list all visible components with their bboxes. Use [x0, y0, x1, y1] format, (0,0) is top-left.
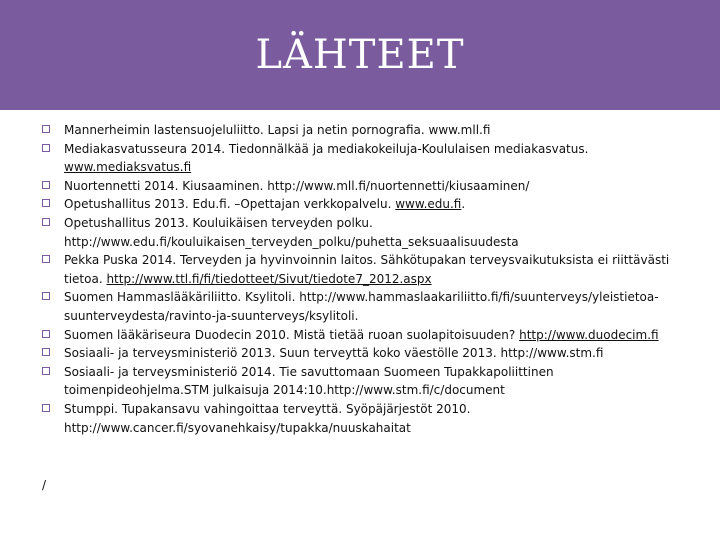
reference-item: [42, 121, 682, 140]
square-bullet-icon: [42, 348, 50, 356]
reference-item: [42, 288, 682, 325]
reference-text: Opetushallitus 2013. Kouluikäisen terveyden polku. http://www.edu.fi/kouluikaisen_terveyden_polku/puhetta_seksuaalisuudesta: [64, 215, 519, 249]
reference-text: Sosiaali- ja terveysministeriö 2014. Tie savuttomaan Suomeen Tupakkapoliittinen toimenpideohjelma.STM julkaisuja 2014:10.http://www.stm.fi/c/document: [64, 364, 554, 398]
square-bullet-icon: [42, 181, 50, 189]
reference-link[interactable]: www.mediaksvatus.fi: [64, 160, 192, 175]
slide-title: LÄHTEET: [255, 32, 465, 78]
square-bullet-icon: [42, 367, 50, 375]
reference-text: Nuortennetti 2014. Kiusaaminen. http://www.mll.fi/nuortennetti/kiusaaminen/: [64, 178, 530, 193]
reference-item: [42, 140, 682, 177]
reference-list: [42, 121, 682, 437]
reference-item: [42, 214, 682, 251]
reference-text: Stumppi. Tupakansavu vahingoittaa terveyttä. Syöpäjärjestöt 2010. http://www.cancer.fi/syovanehkaisy/tupakka/nuuskahaitat: [64, 401, 471, 435]
footer-mark: /: [42, 478, 47, 492]
reference-text: Suomen Hammaslääkäriliitto. Ksylitoli. http://www.hammaslaakariliitto.fi/fi/suunterveys/yleistietoa-suunterveydesta/ravinto-ja-suunterveys/ksylitoli.: [64, 290, 659, 323]
square-bullet-icon: [42, 404, 50, 412]
square-bullet-icon: [42, 330, 50, 338]
reference-link[interactable]: www.edu.fi: [395, 197, 462, 212]
square-bullet-icon: [42, 125, 50, 133]
reference-text: Pekka Puska 2014. Terveyden ja hyvinvoinnin laitos. Sähkötupakan terveysvaikutuksista ei riittävästi tietoa.: [64, 253, 670, 286]
reference-text: Mediakasvatusseura 2014. Tiedonnälkää ja mediakokeiluja-Koululaisen mediakasvatus.: [64, 141, 589, 156]
reference-item: [42, 177, 682, 196]
reference-text: Opetushallitus 2013. Edu.fi. –Opettajan verkkopalvelu.: [64, 197, 396, 212]
reference-link[interactable]: http://www.duodecim.fi: [519, 327, 659, 342]
square-bullet-icon: [42, 199, 50, 207]
reference-text: .: [461, 197, 466, 212]
reference-item: [42, 326, 682, 345]
reference-link[interactable]: http://www.ttl.fi/fi/tiedotteet/Sivut/tiedote7_2012.aspx: [106, 271, 432, 286]
square-bullet-icon: [42, 292, 50, 300]
square-bullet-icon: [42, 218, 50, 226]
reference-item: [42, 344, 682, 363]
reference-item: [42, 363, 682, 400]
reference-text: Sosiaali- ja terveysministeriö 2013. Suun terveyttä koko väestölle 2013. http://www.stm.fi: [64, 346, 604, 361]
square-bullet-icon: [42, 255, 50, 263]
square-bullet-icon: [42, 144, 50, 152]
reference-text: Mannerheimin lastensuojeluliitto. Lapsi ja netin pornografia. www.mll.fi: [64, 123, 491, 137]
reference-item: [42, 251, 682, 288]
reference-text: Suomen lääkäriseura Duodecin 2010. Mistä tietää ruoan suolapitoisuuden?: [64, 327, 520, 342]
reference-item: [42, 400, 682, 437]
reference-item: [42, 195, 682, 214]
